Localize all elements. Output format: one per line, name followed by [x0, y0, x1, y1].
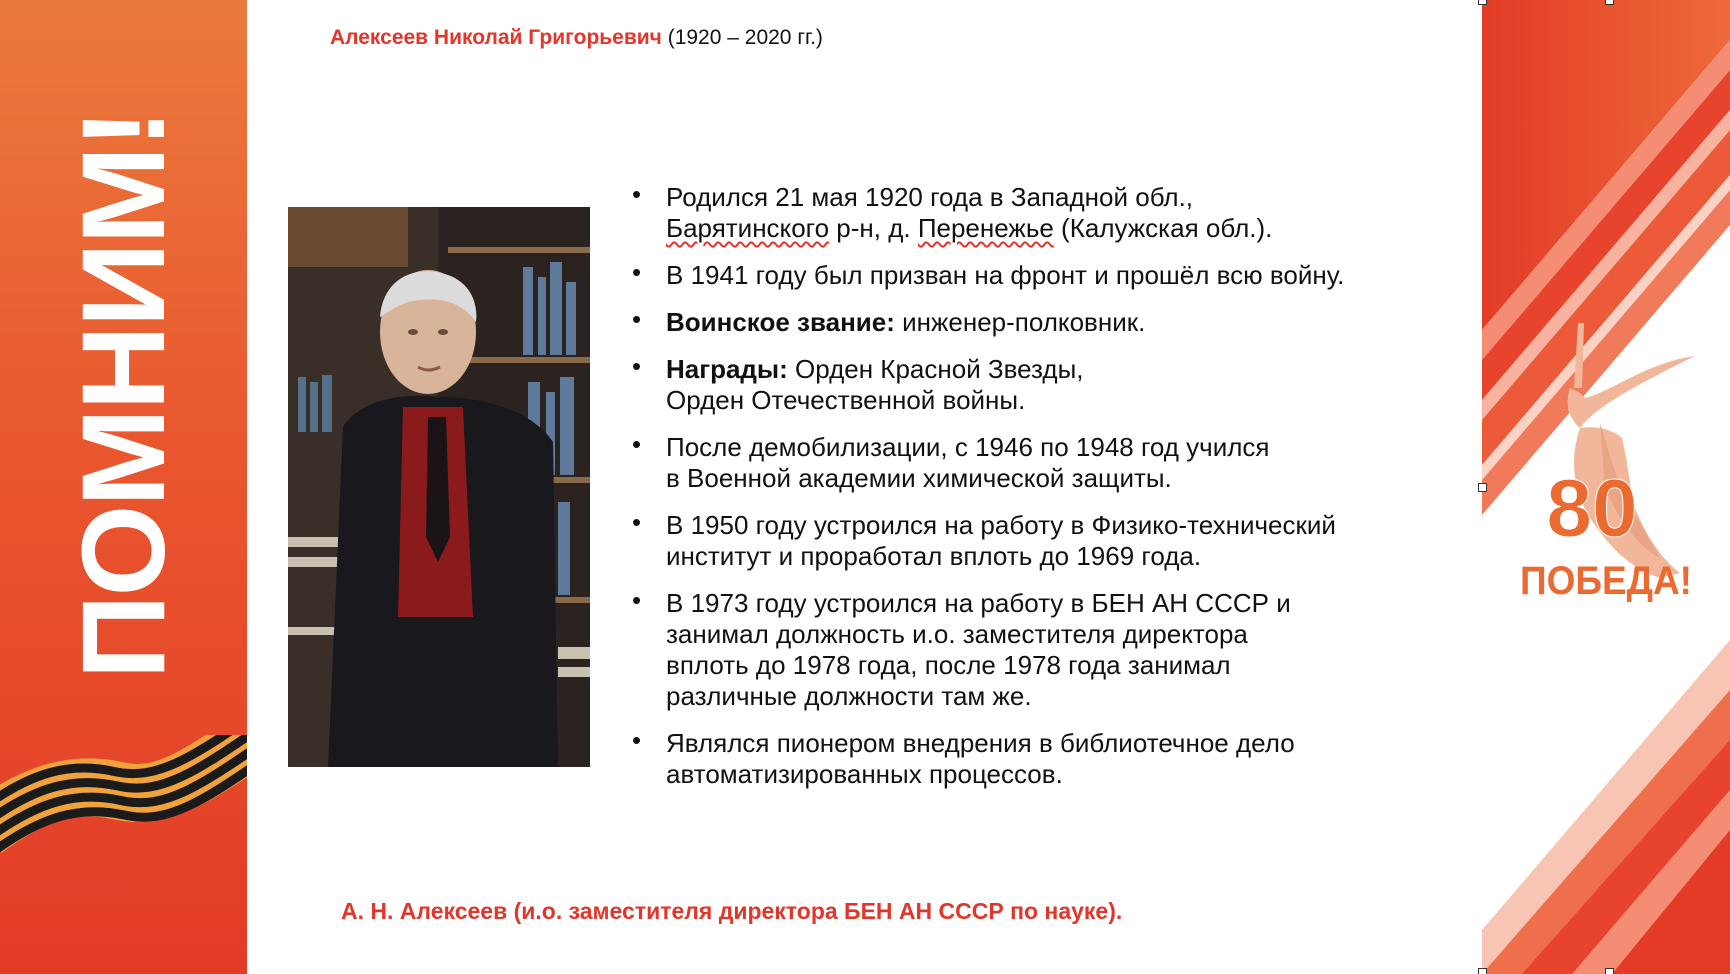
person-name: Алексеев Николай Григорьевич	[330, 26, 662, 49]
bullet-6-line-2: институт и проработал вплоть до 1969 года.	[666, 541, 1202, 571]
bullet-7-line-4: различные должности там же.	[666, 681, 1032, 711]
awards-label: Награды:	[666, 354, 788, 384]
bullet-1-line-1: • Родился 21 мая 1920 года в Западной обл.,	[666, 182, 1194, 212]
list-item	[630, 354, 1450, 416]
bullet-6-line-1: • В 1950 году устроился на работу в Физико-технический	[666, 510, 1336, 540]
emblem-number: 80	[1546, 463, 1638, 554]
selection-handle[interactable]	[1478, 483, 1487, 492]
photo-caption: А. Н. Алексеев (и.о. заместителя директора БЕН АН СССР по науке).	[341, 898, 1123, 924]
bullet-2-line-1: • В 1941 году был призван на фронт и прошёл всю войну.	[666, 260, 1345, 290]
bullet-1-text: р-н, д.	[829, 213, 918, 243]
list-item	[630, 432, 1450, 494]
biography-list	[630, 182, 1450, 806]
list-item	[630, 588, 1450, 712]
slide-title	[330, 26, 823, 50]
selection-handle[interactable]	[1605, 968, 1614, 974]
selection-handle[interactable]	[1478, 0, 1487, 5]
spellcheck-word: Перенежье	[917, 213, 1054, 243]
bullet-7-line-3: вплоть до 1978 года, после 1978 года занимал	[666, 650, 1231, 680]
list-item	[630, 307, 1450, 338]
spellcheck-word: Барятинского	[666, 213, 830, 243]
bullet-8-line-2: автоматизированных процессов.	[666, 759, 1063, 789]
bullet-5-line-1: • После демобилизации, с 1946 по 1948 год учился	[666, 432, 1270, 462]
rank-value: инженер-полковник.	[894, 307, 1146, 337]
bullet-7-line-1: • В 1973 году устроился на работу в БЕН АН СССР и	[666, 588, 1291, 618]
pomnim-vertical-text: ПОМНИМ!	[58, 110, 190, 680]
rank-label: Воинское звание:	[666, 307, 895, 337]
list-item	[630, 728, 1450, 790]
portrait-photo	[288, 207, 590, 767]
emblem-word: ПОБЕДА!	[1520, 559, 1692, 603]
person-years: (1920 – 2020 гг.)	[661, 26, 823, 49]
victory-80-emblem	[1510, 318, 1710, 618]
list-item	[630, 510, 1450, 572]
list-item	[630, 182, 1450, 244]
bullet-8-line-1: • Являлся пионером внедрения в библиотечное дело	[666, 728, 1295, 758]
list-item	[630, 260, 1450, 291]
bullet-5-line-2: в Военной академии химической защиты.	[666, 463, 1172, 493]
left-banner	[0, 0, 247, 974]
bullet-1-line-2	[666, 213, 1450, 244]
st-george-ribbon-icon	[0, 735, 247, 855]
bullet-3-line-1	[666, 307, 1450, 338]
bullet-1-text: (Калужская обл.).	[1053, 213, 1273, 243]
awards-value: Орден Красной Звезды,	[787, 354, 1084, 384]
selection-handle[interactable]	[1478, 968, 1487, 974]
selection-handle[interactable]	[1605, 0, 1614, 5]
bullet-4-line-2: Орден Отечественной войны.	[666, 385, 1026, 415]
bullet-7-line-2: занимал должность и.о. заместителя директора	[666, 619, 1248, 649]
bullet-4-line-1	[666, 354, 1450, 385]
